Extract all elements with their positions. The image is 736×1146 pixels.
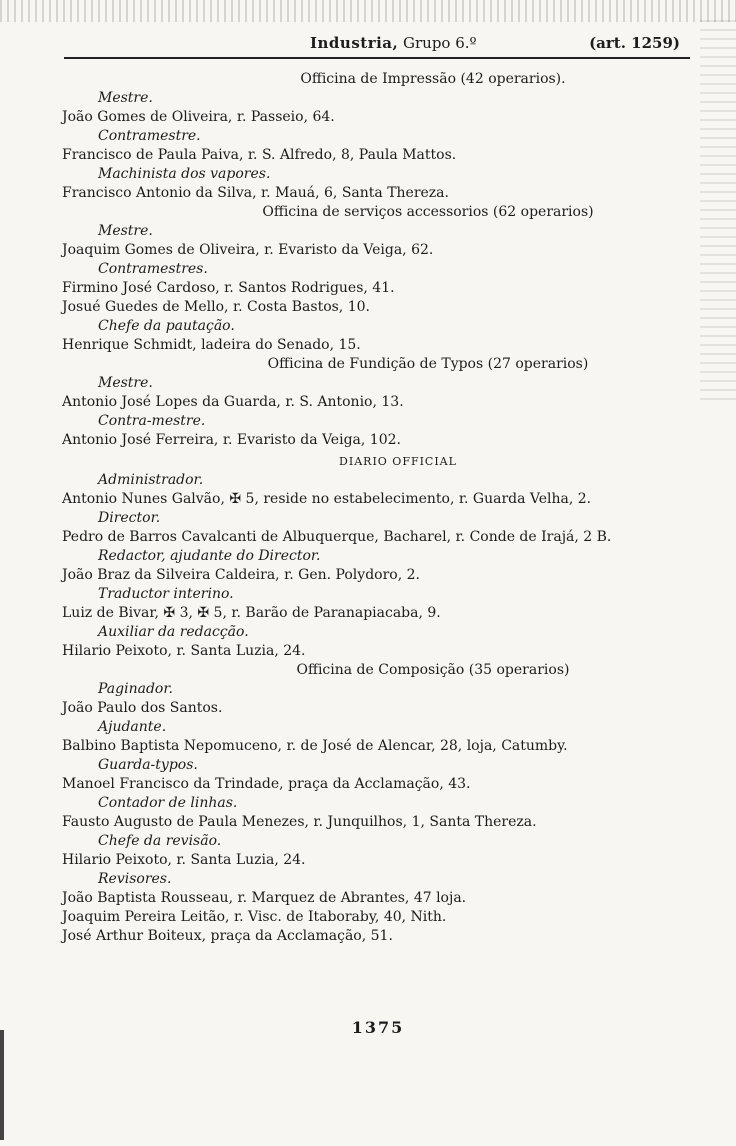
personnel-entry: João Braz da Silveira Caldeira, r. Gen. Polydoro, 2.	[62, 567, 420, 583]
scan-noise-top	[0, 0, 736, 22]
personnel-entry: Joaquim Pereira Leitão, r. Visc. de Itaboraby, 40, Nith.	[62, 909, 447, 925]
personnel-entry: Francisco de Paula Paiva, r. S. Alfredo, 8, Paula Mattos.	[62, 147, 457, 163]
header-rule	[64, 57, 690, 59]
role-label: Mestre.	[98, 223, 153, 239]
personnel-entry: João Gomes de Oliveira, r. Passeio, 64.	[62, 109, 335, 125]
personnel-entry: Antonio José Lopes da Guarda, r. S. Antonio, 13.	[62, 394, 404, 410]
personnel-entry: João Baptista Rousseau, r. Marquez de Abrantes, 47 loja.	[62, 890, 467, 906]
role-label: Mestre.	[98, 90, 153, 106]
header-article: (art. 1259)	[589, 34, 680, 52]
role-label: Machinista dos vapores.	[98, 166, 271, 182]
personnel-entry: Henrique Schmidt, ladeira do Senado, 15.	[62, 337, 361, 353]
running-header	[60, 34, 700, 56]
personnel-entry: Joaquim Gomes de Oliveira, r. Evaristo da Veiga, 62.	[62, 242, 434, 258]
personnel-entry: Manoel Francisco da Trindade, praça da Acclamação, 43.	[62, 776, 471, 792]
personnel-entry: Antonio Nunes Galvão, ✠ 5, reside no estabelecimento, r. Guarda Velha, 2.	[62, 491, 592, 507]
role-label: Auxiliar da redacção.	[98, 624, 249, 640]
section-title: Officina de Composição (35 operarios)	[296, 662, 570, 678]
personnel-entry: Francisco Antonio da Silva, r. Mauá, 6, Santa Thereza.	[62, 185, 449, 201]
personnel-entry: Antonio José Ferreira, r. Evaristo da Veiga, 102.	[62, 432, 401, 448]
role-label: Chefe da revisão.	[98, 833, 222, 849]
role-label: Chefe da pautação.	[98, 318, 235, 334]
document-body	[0, 70, 736, 946]
section-title: Officina de Fundição de Typos (27 operarios)	[267, 356, 589, 372]
personnel-entry: José Arthur Boiteux, praça da Acclamação, 51.	[62, 928, 393, 944]
role-label: Mestre.	[98, 375, 153, 391]
role-label: Contador de linhas.	[98, 795, 238, 811]
role-label: Paginador.	[98, 681, 173, 697]
header-title	[310, 34, 477, 52]
personnel-entry: Pedro de Barros Cavalcanti de Albuquerque, Bacharel, r. Conde de Irajá, 2 B.	[62, 529, 612, 545]
role-label: Traductor interino.	[98, 586, 234, 602]
role-label: Contra-mestre.	[98, 413, 206, 429]
role-label: Ajudante.	[98, 719, 167, 735]
role-label: Contramestre.	[98, 128, 201, 144]
role-label: Revisores.	[98, 871, 172, 887]
role-label: Redactor, ajudante do Director.	[98, 548, 321, 564]
header-title-rest: Grupo 6.º	[398, 34, 477, 52]
subsection-heading: DIARIO OFFICIAL	[339, 455, 457, 468]
personnel-entry: Hilario Peixoto, r. Santa Luzia, 24.	[62, 643, 306, 659]
personnel-entry: Hilario Peixoto, r. Santa Luzia, 24.	[62, 852, 306, 868]
page-number: 1375	[351, 1018, 405, 1037]
personnel-entry: Balbino Baptista Nepomuceno, r. de José de Alencar, 28, loja, Catumby.	[62, 738, 568, 754]
personnel-entry: João Paulo dos Santos.	[62, 700, 223, 716]
role-label: Director.	[98, 510, 161, 526]
section-title: Officina de Impressão (42 operarios).	[300, 71, 566, 87]
personnel-entry: Luiz de Bivar, ✠ 3, ✠ 5, r. Barão de Paranapiacaba, 9.	[62, 605, 441, 621]
personnel-entry: Firmino José Cardoso, r. Santos Rodrigues, 41.	[62, 280, 395, 296]
section-title: Officina de serviços accessorios (62 operarios)	[262, 204, 594, 220]
personnel-entry: Josué Guedes de Mello, r. Costa Bastos, 10.	[62, 299, 370, 315]
role-label: Guarda-typos.	[98, 757, 198, 773]
personnel-entry: Fausto Augusto de Paula Menezes, r. Junquilhos, 1, Santa Thereza.	[62, 814, 537, 830]
role-label: Administrador.	[98, 472, 204, 488]
header-title-bold: Industria,	[310, 34, 399, 52]
binding-mark	[0, 1030, 4, 1140]
role-label: Contramestres.	[98, 261, 208, 277]
